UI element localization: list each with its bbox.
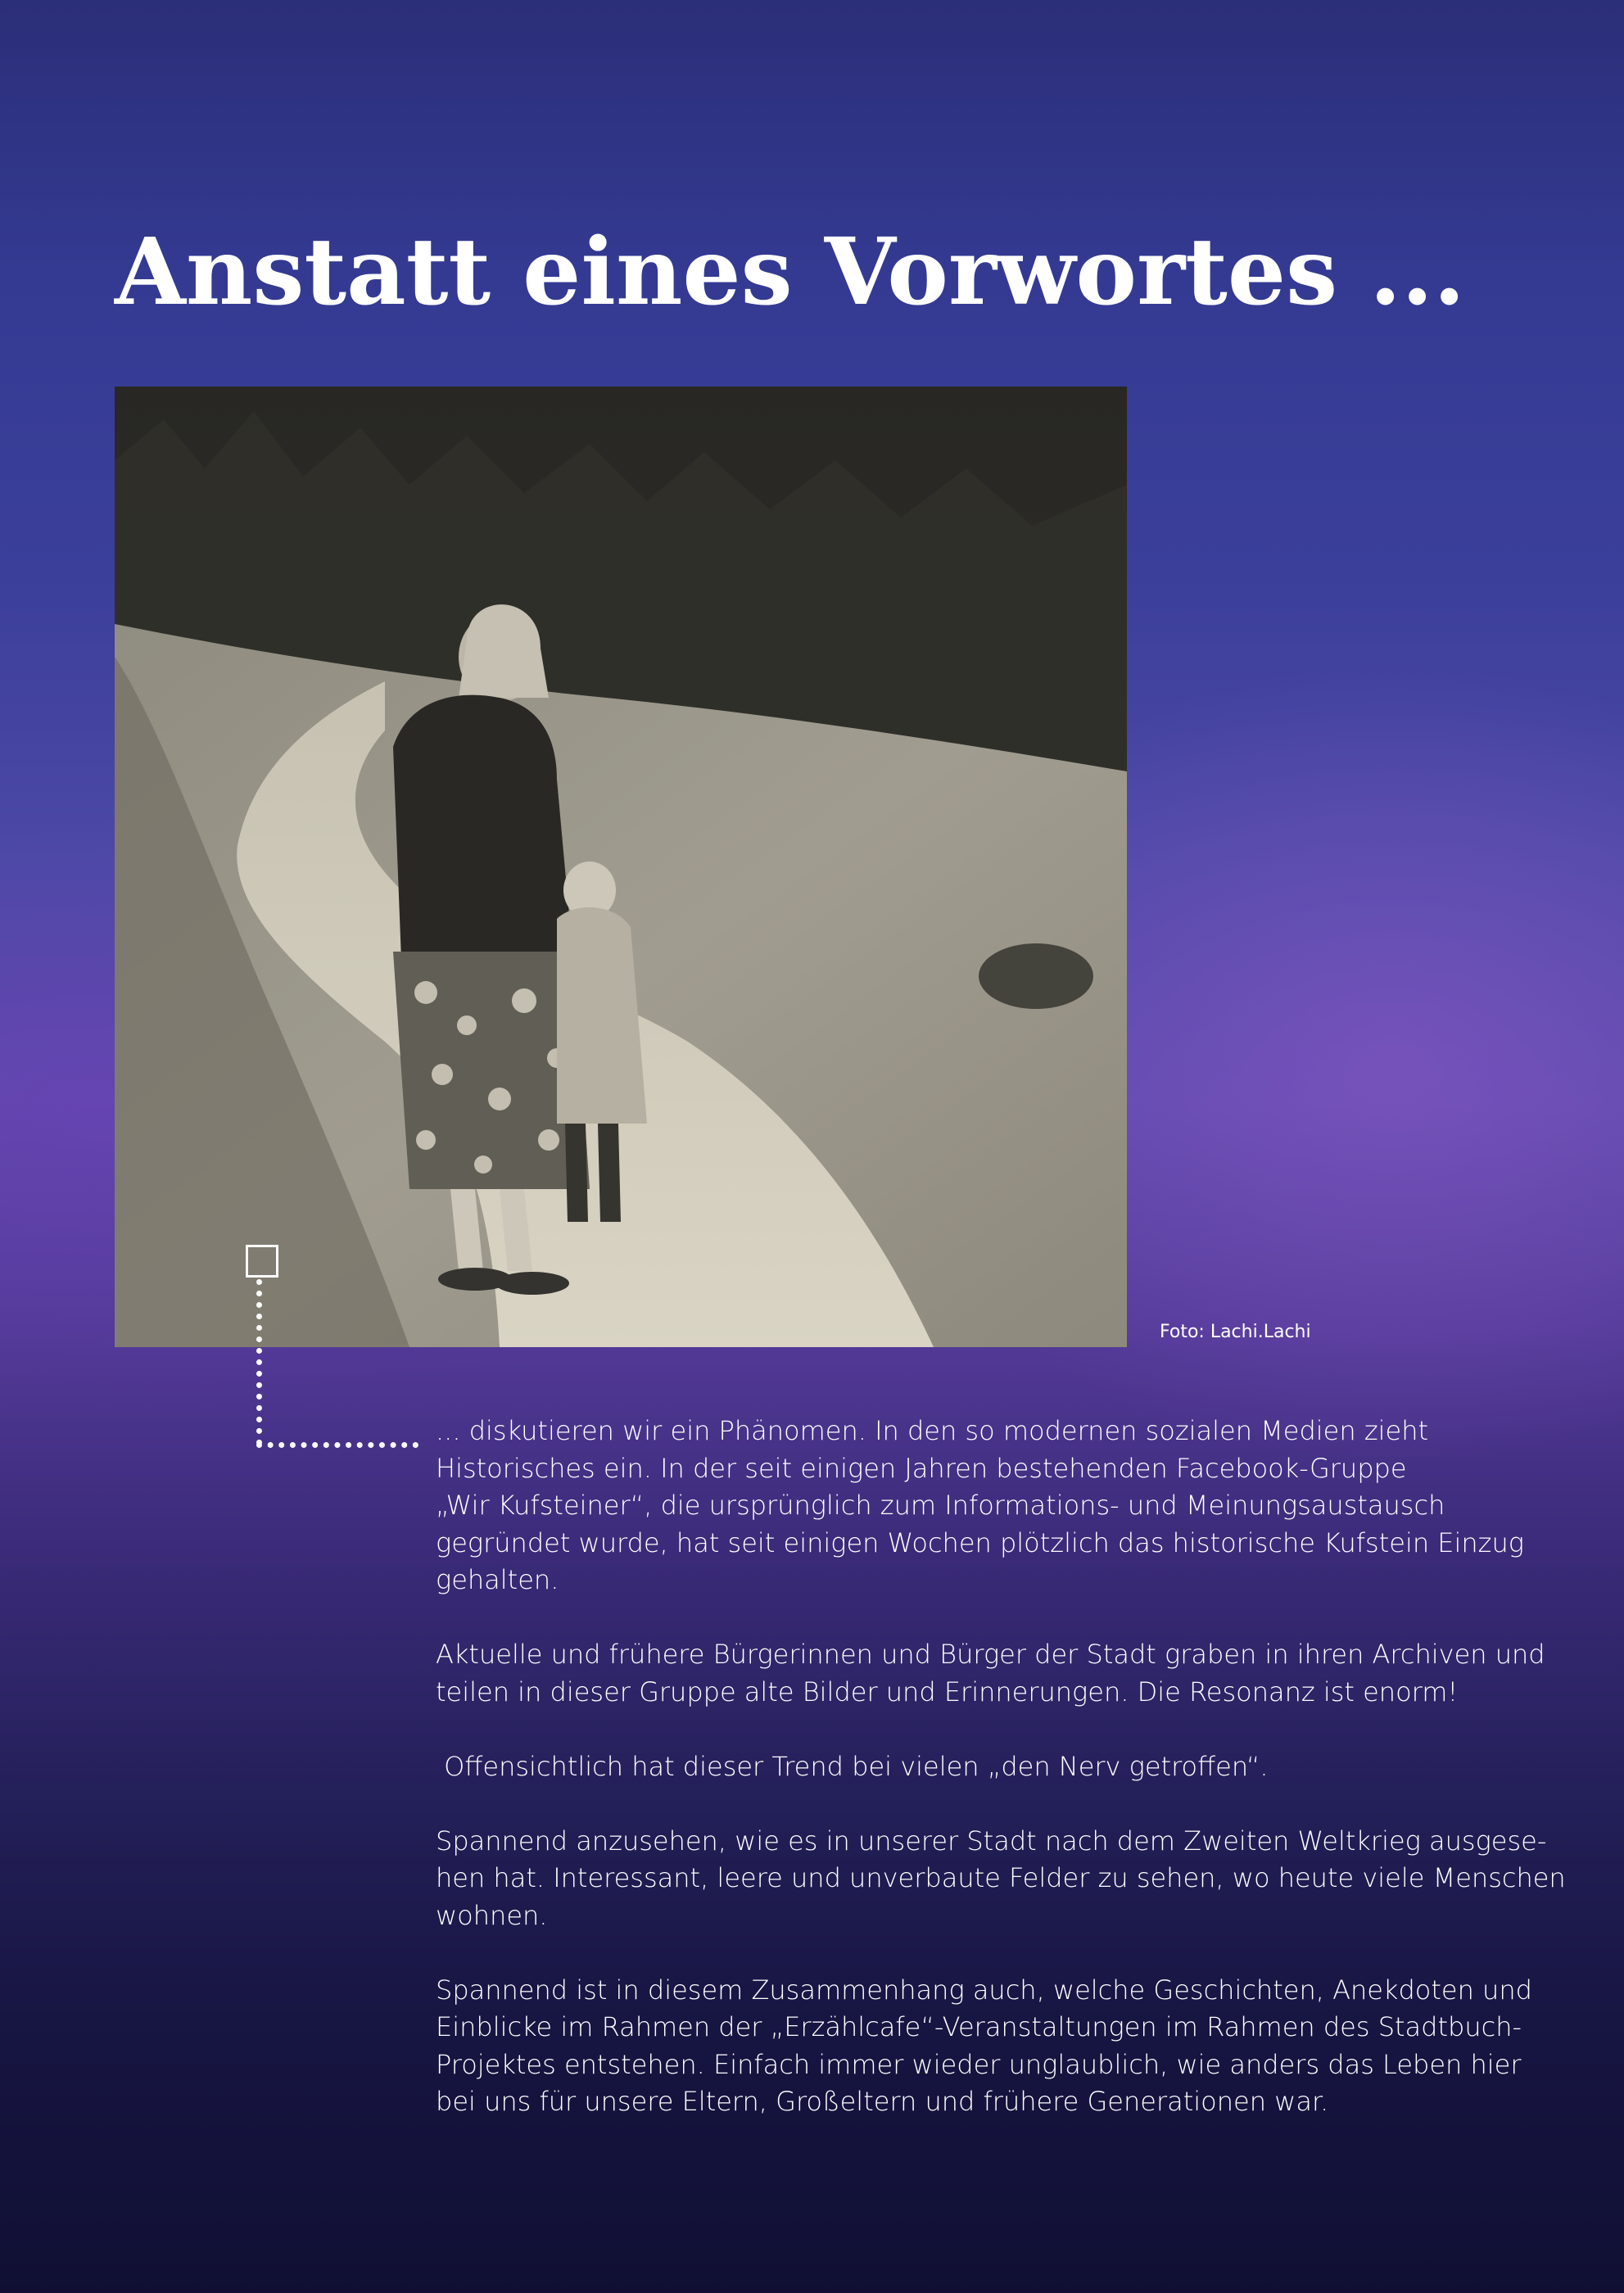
photo-credit: Foto: Lachi.Lachi — [1160, 1322, 1311, 1342]
text-line: ... diskutieren wir ein Phänomen. In den so modernen sozialen Medien zieht — [436, 1415, 1429, 1446]
text-line: gegründet wurde, hat seit einigen Wochen plötzlich das historische Kufstein Einzug — [436, 1526, 1524, 1558]
dotted-leader-line-vertical — [256, 1279, 262, 1445]
paragraph — [436, 1413, 1525, 1599]
paragraph — [436, 1636, 1545, 1711]
archival-photo — [115, 387, 1127, 1347]
text-line: Spannend ist in diesem Zusammenhang auch, welche Geschichten, Anekdoten und — [436, 1974, 1532, 2006]
text-line: Historisches ein. In der seit einigen Jahren bestehenden Facebook-Gruppe — [436, 1452, 1407, 1484]
text-line: Offensichtlich hat dieser Trend bei vielen „den Nerv getroffen“. — [436, 1750, 1269, 1782]
text-line: wohnen. — [436, 1899, 548, 1931]
text-line: Projektes entstehen. Einfach immer wieder unglaublich, wie anders das Leben hier — [436, 2048, 1522, 2080]
photo-marker-square-icon — [246, 1245, 278, 1278]
text-line: hen hat. Interessant, leere und unverbaute Felder zu sehen, wo heute viele Menschen — [436, 1862, 1566, 1893]
text-line: Einblicke im Rahmen der „Erzählcafe“-Veranstaltungen im Rahmen des Stadtbuch- — [436, 2011, 1522, 2042]
paragraph — [436, 1823, 1566, 1935]
text-line: Aktuelle und frühere Bürgerinnen und Bürger der Stadt graben in ihren Archiven und — [436, 1639, 1545, 1670]
text-line: teilen in dieser Gruppe alte Bilder und Erinnerungen. Die Resonanz ist enorm! — [436, 1676, 1459, 1707]
foreword-text — [436, 1413, 1566, 2158]
page-title: Anstatt eines Vorwortes ... — [115, 219, 1466, 326]
text-line: gehalten. — [436, 1564, 559, 1595]
paragraph — [436, 1748, 1525, 1786]
dotted-leader-line-horizontal — [256, 1442, 418, 1448]
photo-image — [115, 387, 1127, 1347]
text-line: bei uns für unsere Eltern, Großeltern und frühere Generationen war. — [436, 2086, 1329, 2117]
text-line: Spannend anzusehen, wie es in unserer Stadt nach dem Zweiten Weltkrieg ausgese- — [436, 1825, 1547, 1857]
text-line: „Wir Kufsteiner“, die ursprünglich zum Informations- und Meinungsaustausch — [436, 1490, 1445, 1521]
paragraph — [436, 1972, 1532, 2121]
